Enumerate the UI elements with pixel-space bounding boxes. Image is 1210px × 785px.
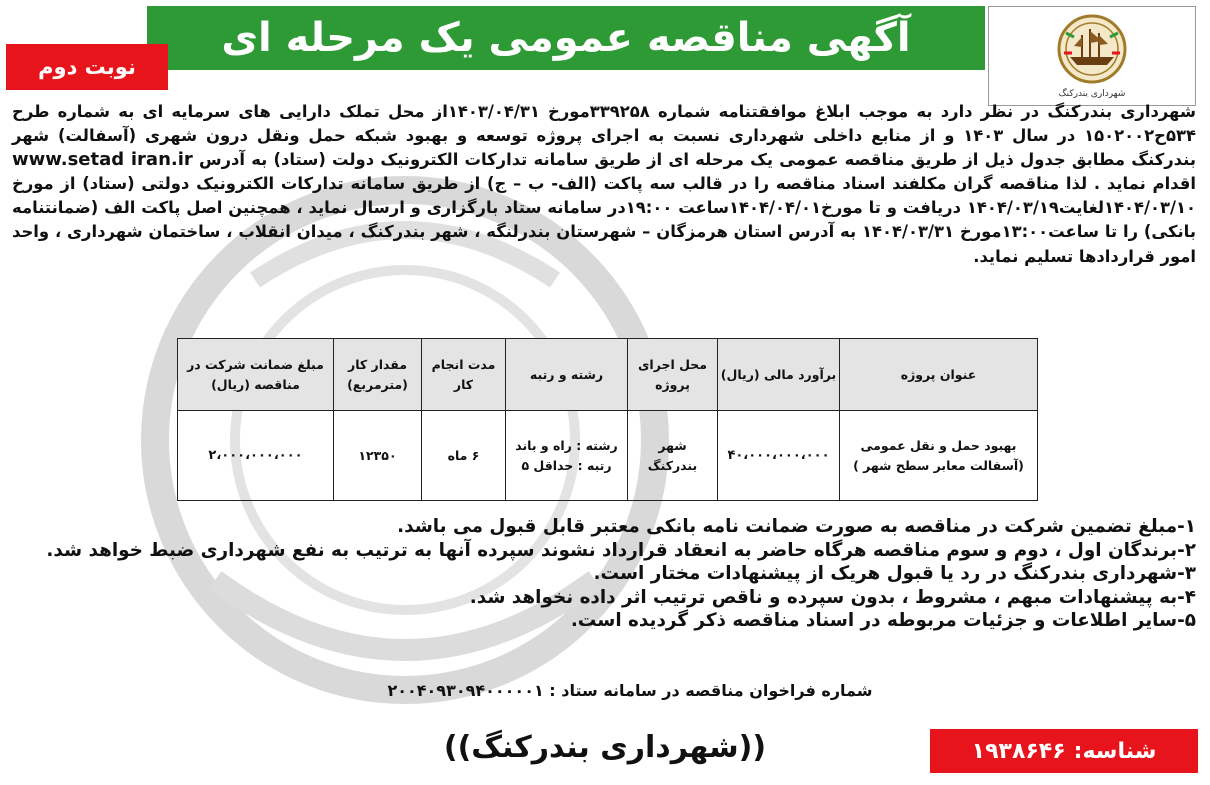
cell-quantity: ۱۲۳۵۰ (334, 411, 422, 501)
condition-item: ۴-به پیشنهادات مبهم ، مشروط ، بدون سپرده و ناقص ترتیب اثر داده نخواهد شد. (469, 586, 1196, 608)
project-table (177, 338, 1038, 501)
grade-line: رتبه : حداقل ۵ (521, 457, 612, 473)
body-text-after-url: اقدام نماید . لذا مناقصه گران مکلفند اسناد مناقصه را در قالب سه پاکت (الف- ب – ج) از طریق سامانه تدارکات الکترونیک دولتی (ستاد) از مورخ ۱۴۰۴/۰۳/۱۰لغایت۱۴۰۴/۰۳/۱۹ دریافت و تا مورخ۱۴۰۴/۰۴/۰۱ساعت ۱۹:۰۰در سامانه ستاد بارگزاری و ارسال نماید ، همچنین اصل پاکت الف (ضمانتنامه بانکی) را تا ساعت۱۳:۰۰مورخ ۱۴۰۴/۰۳/۳۱ به آدرس استان هرمزگان – شهرستان بندرلنگه ، شهر بندرکنگ ، میدان انقلاب ، ساختمان شهرداری ، واحد امور قراردادها تسلیم نماید. (12, 174, 1197, 266)
call-number: شماره فراخوان مناقصه در سامانه ستاد : ۲۰۰۴۰۹۳۰۹۴۰۰۰۰۰۱ (387, 681, 873, 700)
logo-caption: شهرداری بندرکنگ (1058, 89, 1126, 99)
project-title-line1: بهبود حمل و نقل عمومی (860, 437, 1017, 453)
field-line: رشته : راه و باند (515, 437, 618, 453)
cell-location (628, 411, 718, 501)
header-estimate: برآورد مالی (ریال) (718, 339, 840, 411)
location-line1: شهر (658, 437, 687, 453)
announcement-body (12, 100, 1196, 269)
header-field-grade: رشته و رتبه (506, 339, 628, 411)
ad-id-label: شناسه: (1073, 738, 1157, 764)
table-row (178, 411, 1038, 501)
project-title-line2: (آسفالت معابر سطح شهر ) (853, 457, 1024, 473)
header-location: محل اجرای پروژه (628, 339, 718, 411)
location-line2: بندرکنگ (647, 457, 698, 473)
cell-guarantee: ۲،۰۰۰،۰۰۰،۰۰۰ (178, 411, 334, 501)
cell-estimate: ۴۰،۰۰۰،۰۰۰،۰۰۰ (718, 411, 840, 501)
table-header-row (178, 339, 1038, 411)
condition-item: ۱-مبلغ تضمین شرکت در مناقصه به صورت ضمانت نامه بانکی معتبر قابل قبول می باشد. (397, 516, 1196, 537)
header-quantity: مقدار کار (مترمربع) (334, 339, 422, 411)
header-project-title: عنوان پروژه (840, 339, 1038, 411)
condition-item: ۲-برندگان اول ، دوم و سوم مناقصه هرگاه حاضر به انعقاد قرارداد نشوند سپرده آنها به ترتیب به نفع شهرداری ضبط خواهد شد. (46, 539, 1196, 561)
cell-duration: ۶ ماه (422, 411, 506, 501)
cell-project-title (840, 411, 1038, 501)
header-guarantee: مبلغ ضمانت شرکت در مناقصه (ریال) (178, 339, 334, 411)
condition-item: ۵-سایر اطلاعات و جزئیات مربوطه در اسناد مناقصه ذکر گردیده است. (570, 610, 1196, 632)
body-text-before-url: شهرداری بندرکنگ در نظر دارد به موجب ابلاغ موافقتنامه شماره ۳۳۹۲۵۸مورخ ۱۴۰۳/۰۴/۳۱از محل تملک دارایی های سرمایه ای به شماره طرح ۵۳۴ح۱۵۰۲۰۰۲ در سال ۱۴۰۳ و از منابع داخلی شهرداری نسبت به اجرای پروژه توسعه و بهبود شبکه حمل ونقل درون شهری (آسفالت) شهر بندرکنگ مطابق جدول ذیل از طریق مناقصه عمومی یک مرحله ای از طریق سامانه تدارکات الکترونیک دولت (ستاد) به آدرس (12, 102, 1197, 170)
ad-id-value: ۱۹۳۸۶۴۶ (971, 738, 1066, 764)
conditions-list (46, 515, 1196, 633)
ad-id-badge (930, 729, 1198, 773)
condition-item: ۳-شهرداری بندرکنگ در رد یا قبول هریک از پیشنهادات مختار است. (593, 563, 1196, 585)
cell-field-grade (506, 411, 628, 501)
header-duration: مدت انجام کار (422, 339, 506, 411)
ship-emblem-icon (1052, 13, 1132, 87)
setad-url: www.setad iran.ir (12, 149, 193, 171)
municipality-logo (988, 6, 1196, 106)
footer-organization: ((شهرداری بندرکنگ)) (443, 730, 767, 765)
page-title: آگهی مناقصه عمومی یک مرحله ای (147, 6, 985, 70)
round-badge: نوبت دوم (6, 44, 168, 90)
